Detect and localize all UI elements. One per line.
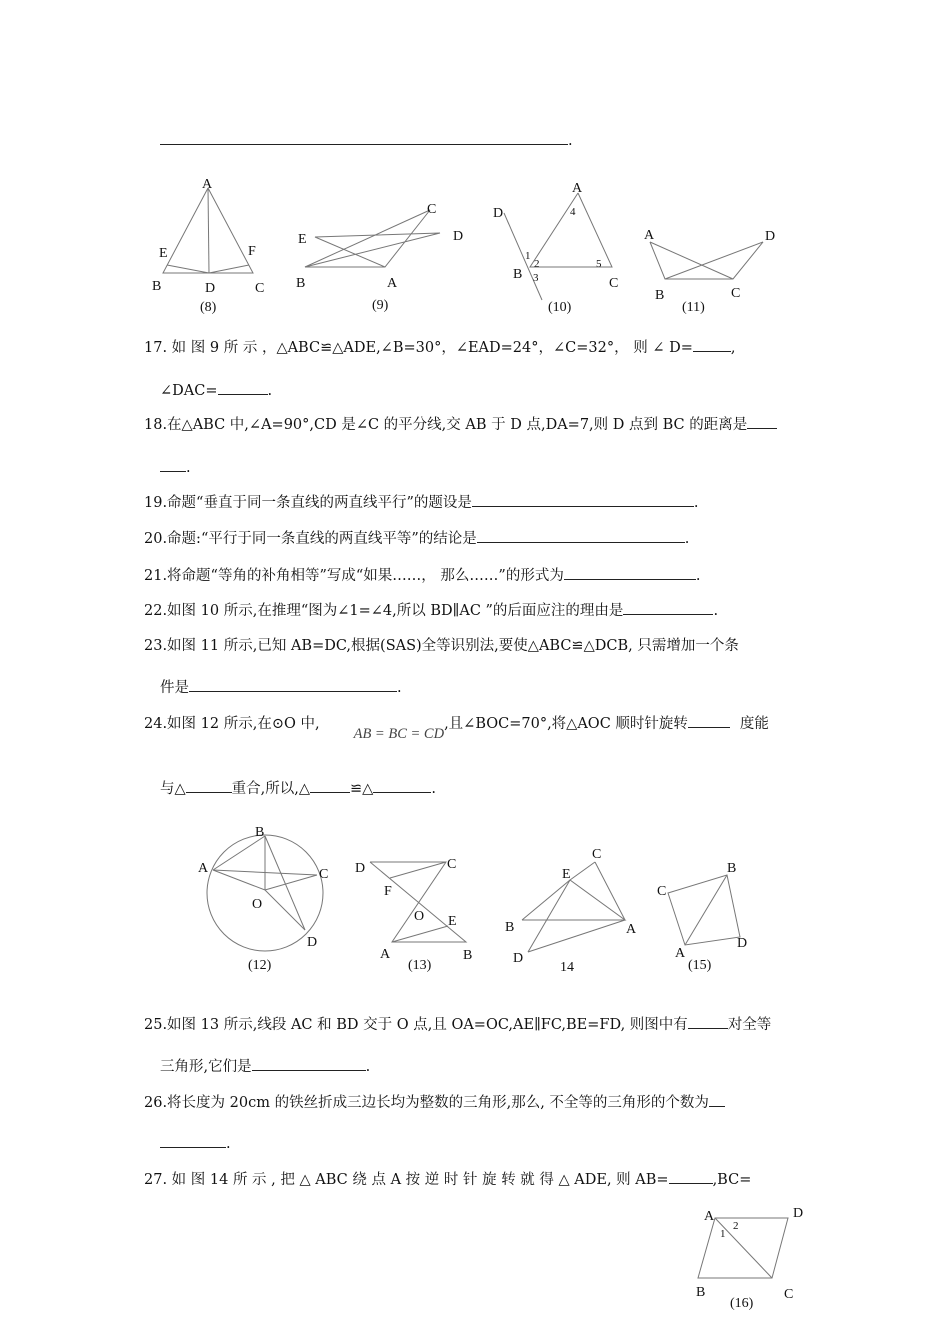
svg-text:C: C [784, 1287, 794, 1302]
figure-13 [350, 850, 480, 965]
svg-text:D: D [513, 951, 524, 966]
svg-text:C: C [255, 281, 265, 296]
svg-text:B: B [513, 267, 523, 282]
svg-text:A: A [202, 177, 213, 192]
svg-text:O: O [414, 909, 425, 924]
svg-text:A: A [704, 1209, 715, 1224]
svg-text:D: D [205, 281, 216, 296]
question-23: 23.如图 11 所示,已知 AB=DC,根据(SAS)全等识别法,要使△ABC≌△DCB, 只需增加一个条 [144, 638, 739, 654]
svg-text:C: C [609, 276, 619, 291]
figure-16 [690, 1200, 820, 1302]
svg-text:B: B [505, 920, 515, 935]
question-27: 27. 如 图 14 所 示 , 把 △ ABC 绕 点 A 按 逆 时 针 旋 转 就 得 △ ADE, 则 AB= ,BC= [144, 1169, 751, 1190]
svg-text:F: F [384, 884, 392, 899]
svg-text:A: A [198, 861, 209, 876]
svg-text:B: B [696, 1285, 706, 1300]
question-24: 24.如图 12 所示,在⊙O 中,AB = BC = CD,且∠BOC=70°,将△AOC 顺时针旋转 度能 [144, 713, 769, 734]
svg-text:B: B [463, 948, 473, 963]
figure-15-caption: (15) [688, 958, 712, 973]
svg-text:E: E [159, 246, 168, 261]
figure-13-caption: (13) [408, 958, 432, 973]
question-23-cont: 件是 . [160, 677, 402, 698]
svg-text:C: C [657, 884, 667, 899]
question-22: 22.如图 10 所示,在推理“图为∠1=∠4,所以 BD∥AC ”的后面应注的理由是 . [144, 600, 718, 621]
svg-text:B: B [152, 279, 162, 294]
question-19: 19.命题“垂直于同一条直线的两直线平行”的题设是 . [144, 492, 699, 513]
figure-14 [500, 840, 650, 970]
figure-8 [145, 170, 275, 300]
svg-text:D: D [355, 861, 366, 876]
question-18: 18.在△ABC 中,∠A=90°,CD 是∠C 的平分线,交 AB 于 D 点,DA=7,则 D 点到 BC 的距离是 [144, 414, 777, 435]
question-26-cont: . [160, 1133, 231, 1154]
figure-9-caption: (9) [372, 298, 389, 313]
figure-14-caption: 14 [560, 960, 574, 975]
question-25-cont: 三角形,它们是 . [160, 1056, 370, 1077]
svg-text:D: D [737, 936, 748, 951]
question-17: 17. 如 图 9 所 示 ，△ABC≌△ADE,∠B=30°，∠EAD=24°，∠C=32°， 则 ∠ D= , [144, 337, 735, 358]
svg-text:2: 2 [534, 258, 540, 270]
svg-text:C: C [731, 286, 741, 301]
svg-text:C: C [427, 202, 437, 217]
svg-text:3: 3 [533, 272, 539, 284]
question-24-cont: 与△ 重合,所以,△ ≌△ . [160, 778, 436, 799]
answer-line-top: . [160, 130, 573, 151]
svg-text:1: 1 [720, 1228, 726, 1240]
svg-text:5: 5 [596, 258, 602, 270]
figure-16-caption: (16) [730, 1296, 754, 1311]
figure-11-caption: (11) [682, 300, 705, 315]
figure-9 [290, 195, 480, 295]
question-26: 26.将长度为 20cm 的铁丝折成三边长均为整数的三角形,那么, 不全等的三角形的个数为 [144, 1092, 725, 1113]
svg-text:D: D [307, 935, 318, 950]
svg-text:B: B [727, 861, 737, 876]
svg-text:F: F [248, 244, 256, 259]
svg-text:B: B [296, 276, 306, 291]
figure-11 [640, 225, 785, 305]
svg-text:C: C [319, 867, 329, 882]
question-20: 20.命题:“平行于同一条直线的两直线平等”的结论是 . [144, 528, 689, 549]
question-17-cont: ∠DAC= . [160, 380, 272, 401]
question-18-cont: . [160, 457, 191, 478]
question-21: 21.将命题“等角的补角相等”写成“如果……， 那么……”的形式为 . [144, 565, 700, 586]
svg-text:A: A [644, 228, 655, 243]
svg-text:E: E [298, 232, 307, 247]
svg-text:A: A [675, 946, 686, 961]
svg-text:B: B [255, 825, 265, 840]
figure-12-caption: (12) [248, 958, 272, 973]
svg-text:D: D [453, 229, 464, 244]
figure-10 [490, 175, 630, 305]
svg-text:A: A [380, 947, 391, 962]
question-25: 25.如图 13 所示,线段 AC 和 BD 交于 O 点,且 OA=OC,AE∥FC,BE=FD, 则图中有 对全等 [144, 1014, 771, 1035]
svg-text:A: A [572, 181, 583, 196]
svg-text:2: 2 [733, 1220, 739, 1232]
figure-15 [650, 855, 760, 965]
svg-text:C: C [447, 857, 457, 872]
figure-8-caption: (8) [200, 300, 217, 315]
figure-10-caption: (10) [548, 300, 572, 315]
svg-text:A: A [387, 276, 398, 291]
svg-text:O: O [252, 897, 263, 912]
svg-text:1: 1 [525, 250, 531, 262]
svg-text:4: 4 [570, 206, 576, 218]
figure-12 [190, 820, 340, 955]
svg-text:A: A [626, 922, 637, 937]
svg-text:D: D [493, 206, 504, 221]
svg-text:D: D [793, 1206, 804, 1221]
svg-text:B: B [655, 288, 665, 303]
svg-text:E: E [448, 914, 457, 929]
arc-equality-formula: AB = BC = CD [353, 726, 445, 742]
svg-text:E: E [562, 867, 571, 882]
svg-text:C: C [592, 847, 602, 862]
svg-text:D: D [765, 229, 776, 244]
